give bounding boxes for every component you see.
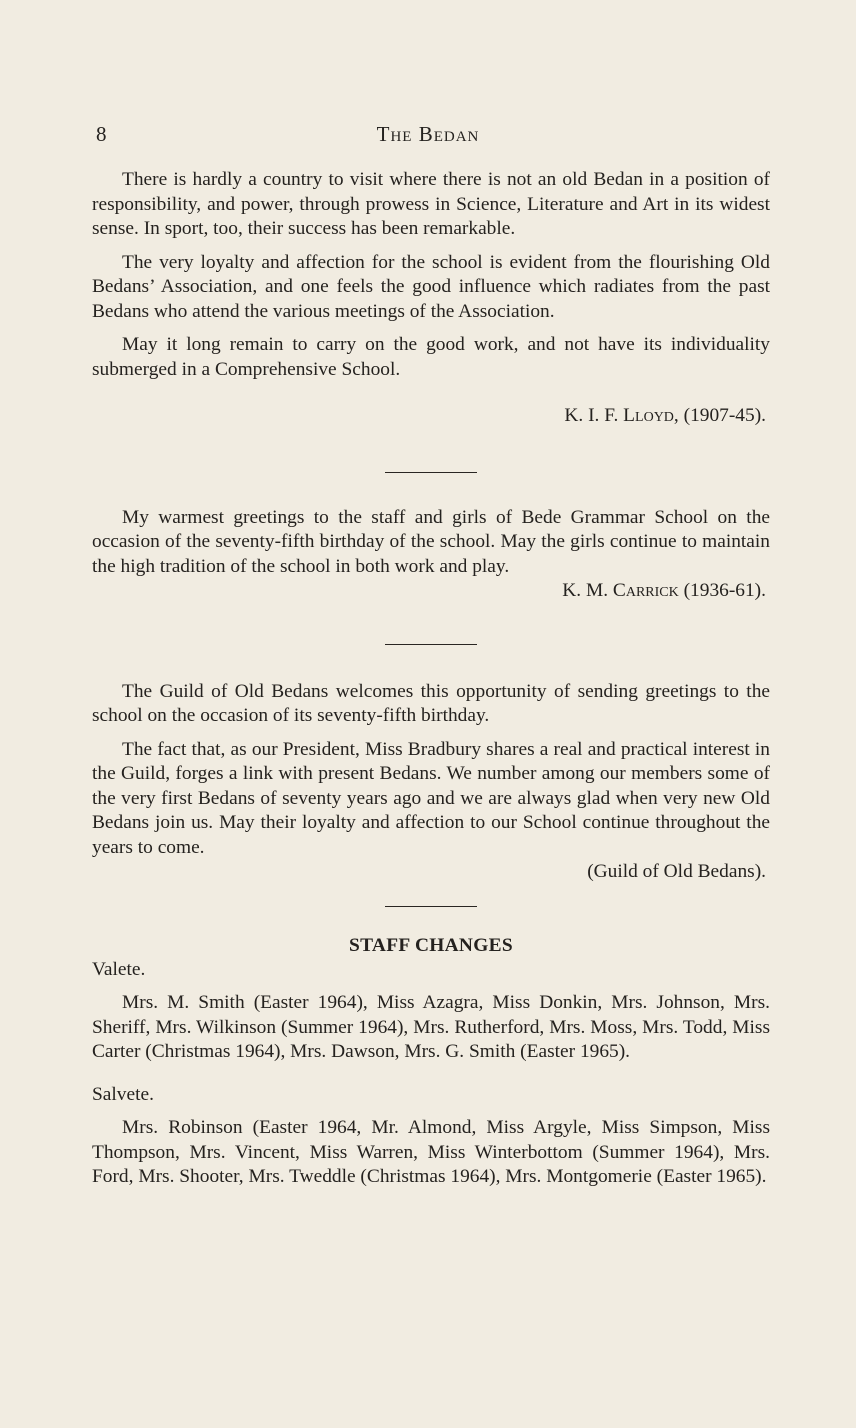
lloyd-paragraph-1: There is hardly a country to visit where there is not an old Bedan in a position of responsibility, and power, through prowess in Science, Literature and Art in its widest sense. In sport, too, their success has been remarkable. xyxy=(92,169,770,239)
lloyd-paragraph-2: The very loyalty and affection for the school is evident from the flourishing Old Bedans’ Association, and one feels the good influence which radiates from the past Bedans who attend the various meetings of the Association. xyxy=(92,251,770,322)
section-divider xyxy=(385,472,477,473)
staff-changes-section xyxy=(92,934,770,1190)
guild-signature: (Guild of Old Bedans). xyxy=(587,861,766,882)
running-title: The Bedan xyxy=(376,122,480,146)
page-number: 8 xyxy=(96,122,107,146)
lloyd-signature: K. I. F. Lloyd, (1907-45). xyxy=(564,405,766,426)
page-header xyxy=(0,122,856,152)
guild-message xyxy=(92,680,770,885)
guild-paragraph-2: The fact that, as our President, Miss Bradbury shares a real and practical interest in the Guild, forges a link with present Bedans. We number among our members some of the very first Bedans of seventy years ago and we are always glad when very new Old Bedans join us. May their loyalty and affection to our School continue throughout the years to come. xyxy=(92,738,770,858)
lloyd-paragraph-3: May it long remain to carry on the good work, and not have its individuality submerged in a Comprehensive School. xyxy=(92,334,770,380)
section-divider xyxy=(385,906,477,907)
carrick-paragraph-1: My warmest greetings to the staff and girls of Bede Grammar School on the occasion of the seventy-fifth birthday of the school. May the girls continue to maintain the high tradition of the school in both work and play. xyxy=(92,506,770,577)
body-text xyxy=(92,168,770,1190)
valete-label: Valete. xyxy=(92,958,146,980)
section-divider xyxy=(385,644,477,645)
staff-changes-heading: STAFF CHANGES xyxy=(349,934,513,956)
guild-paragraph-1: The Guild of Old Bedans welcomes this opportunity of sending greetings to the school on the occasion of its seventy-fifth birthday. xyxy=(92,680,770,726)
lloyd-message xyxy=(92,168,770,429)
valete-list: Mrs. M. Smith (Easter 1964), Miss Azagra, Miss Donkin, Mrs. Johnson, Mrs. Sheriff, Mrs. Wilkinson (Summer 1964), Mrs. Rutherford, Mrs. Moss, Mrs. Todd, Miss Carter (Christmas 1964), Mrs. Dawson, Mrs. G. Smith (Easter 1965). xyxy=(92,992,770,1062)
carrick-message xyxy=(92,506,770,604)
carrick-signature: K. M. Carrick (1936-61). xyxy=(562,580,766,601)
salvete-list: Mrs. Robinson (Easter 1964, Mr. Almond, Miss Argyle, Miss Simpson, Miss Thompson, Mrs. Vincent, Miss Warren, Miss Winterbottom (Summer 1964), Mrs. Ford, Mrs. Shooter, Mrs. Tweddle (Christmas 1964), Mrs. Montgomerie (Easter 1965). xyxy=(92,1117,770,1187)
salvete-label: Salvete. xyxy=(92,1083,154,1105)
